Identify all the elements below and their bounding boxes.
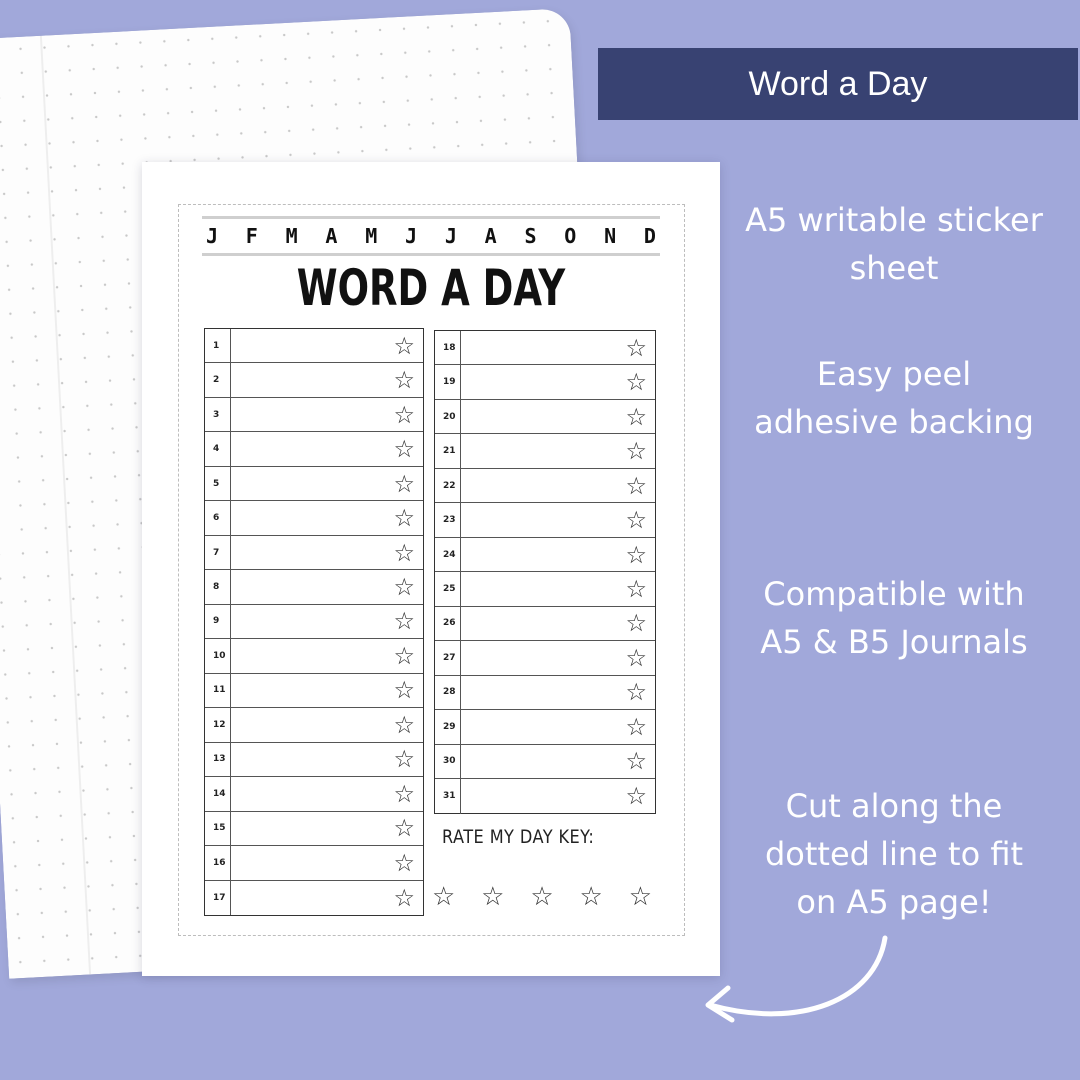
star-outline-icon: ☆	[393, 400, 415, 429]
day-number: 20	[435, 400, 461, 433]
day-number: 10	[205, 639, 231, 672]
day-number: 24	[435, 538, 461, 571]
day-entry-row	[205, 777, 423, 811]
star-outline-icon: ☆	[625, 437, 647, 466]
day-number: 19	[435, 365, 461, 398]
day-number: 23	[435, 503, 461, 536]
day-number: 21	[435, 434, 461, 467]
feature-compatibility: Compatible with A5 & B5 Journals	[760, 575, 1028, 661]
day-entry-row	[205, 812, 423, 846]
day-number: 29	[435, 710, 461, 743]
day-number: 3	[205, 398, 231, 431]
month-letter: S	[524, 224, 537, 248]
day-number: 26	[435, 607, 461, 640]
star-outline-icon: ☆	[393, 538, 415, 567]
day-entry-row	[435, 469, 655, 503]
star-outline-icon: ☆	[393, 883, 415, 912]
star-outline-icon: ☆	[625, 712, 647, 741]
star-outline-icon: ☆	[530, 882, 554, 912]
star-outline-icon: ☆	[625, 609, 647, 638]
month-letters	[202, 222, 660, 250]
month-letter: A	[325, 224, 338, 248]
day-number: 1	[205, 329, 231, 362]
day-entry-row	[435, 607, 655, 641]
star-outline-icon: ☆	[481, 882, 505, 912]
day-number: 12	[205, 708, 231, 741]
day-number: 5	[205, 467, 231, 500]
day-entry-row	[205, 881, 423, 915]
day-number: 15	[205, 812, 231, 845]
star-outline-icon: ☆	[393, 331, 415, 360]
day-entry-row	[435, 710, 655, 744]
star-outline-icon: ☆	[393, 745, 415, 774]
day-entry-row	[435, 745, 655, 779]
star-outline-icon: ☆	[393, 469, 415, 498]
feature-adhesive: Easy peel adhesive backing	[754, 355, 1034, 441]
day-entry-row	[205, 536, 423, 570]
day-number: 14	[205, 777, 231, 810]
star-outline-icon: ☆	[625, 333, 647, 362]
month-rule-bottom	[202, 253, 660, 256]
day-entry-row	[435, 779, 655, 813]
month-letter: M	[365, 224, 378, 248]
star-outline-icon: ☆	[625, 575, 647, 604]
banner-title: Word a Day	[598, 48, 1078, 120]
day-number: 7	[205, 536, 231, 569]
star-outline-icon: ☆	[393, 676, 415, 705]
day-number: 17	[205, 881, 231, 915]
star-outline-icon: ☆	[625, 643, 647, 672]
day-entry-row	[205, 398, 423, 432]
month-rule-top	[202, 216, 660, 219]
day-number: 25	[435, 572, 461, 605]
star-outline-icon: ☆	[393, 710, 415, 739]
day-entry-row	[205, 501, 423, 535]
day-number: 9	[205, 605, 231, 638]
day-entry-row	[205, 467, 423, 501]
month-letter: J	[405, 224, 418, 248]
day-entry-row	[435, 572, 655, 606]
day-entry-row	[205, 674, 423, 708]
month-letter: M	[285, 224, 298, 248]
day-number: 11	[205, 674, 231, 707]
month-letter: F	[245, 224, 258, 248]
day-entry-row	[205, 639, 423, 673]
star-outline-icon: ☆	[393, 607, 415, 636]
day-entry-row	[205, 708, 423, 742]
day-number: 30	[435, 745, 461, 778]
day-entry-row	[205, 605, 423, 639]
star-outline-icon: ☆	[393, 814, 415, 843]
day-entry-row	[435, 641, 655, 675]
day-number: 4	[205, 432, 231, 465]
day-number: 2	[205, 363, 231, 396]
day-number: 13	[205, 743, 231, 776]
star-outline-icon: ☆	[393, 779, 415, 808]
star-outline-icon: ☆	[625, 540, 647, 569]
day-entry-row	[205, 432, 423, 466]
day-entry-row	[435, 503, 655, 537]
star-outline-icon: ☆	[393, 848, 415, 877]
rating-key-label: RATE MY DAY KEY:	[442, 826, 595, 848]
star-outline-icon: ☆	[625, 471, 647, 500]
day-entry-row	[205, 570, 423, 604]
rating-key-stars	[432, 882, 652, 912]
day-number: 27	[435, 641, 461, 674]
day-entry-row	[205, 846, 423, 880]
star-outline-icon: ☆	[625, 402, 647, 431]
day-number: 8	[205, 570, 231, 603]
day-column-left	[204, 328, 424, 916]
month-letter: J	[205, 224, 219, 248]
star-outline-icon: ☆	[393, 504, 415, 533]
star-outline-icon: ☆	[393, 435, 415, 464]
month-letter: A	[484, 224, 497, 248]
month-letter: N	[604, 224, 617, 248]
star-outline-icon: ☆	[625, 678, 647, 707]
day-entry-row	[205, 329, 423, 363]
day-column-right	[434, 330, 656, 814]
day-entry-row	[435, 400, 655, 434]
month-letter: J	[444, 224, 457, 248]
day-number: 6	[205, 501, 231, 534]
sheet-title: WORD A DAY	[296, 259, 566, 317]
day-number: 22	[435, 469, 461, 502]
feature-cut-instructions: Cut along the dotted line to fit on A5 page!	[764, 787, 1024, 921]
month-strip	[202, 216, 660, 256]
day-number: 18	[435, 331, 461, 364]
star-outline-icon: ☆	[625, 368, 647, 397]
day-entry-row	[435, 538, 655, 572]
day-entry-row	[205, 363, 423, 397]
star-outline-icon: ☆	[393, 573, 415, 602]
day-number: 31	[435, 779, 461, 813]
day-entry-row	[435, 676, 655, 710]
day-number: 16	[205, 846, 231, 879]
star-outline-icon: ☆	[625, 747, 647, 776]
star-outline-icon: ☆	[625, 506, 647, 535]
star-outline-icon: ☆	[393, 366, 415, 395]
notebook-fold	[40, 36, 91, 975]
feature-sticker-sheet: A5 writable sticker sheet	[745, 201, 1043, 287]
day-number: 28	[435, 676, 461, 709]
star-outline-icon: ☆	[628, 882, 652, 912]
month-letter: D	[643, 224, 656, 248]
star-outline-icon: ☆	[432, 882, 456, 912]
day-entry-row	[435, 331, 655, 365]
sticker-sheet	[142, 162, 720, 976]
curved-arrow-icon	[690, 930, 900, 1040]
day-entry-row	[435, 365, 655, 399]
star-outline-icon: ☆	[625, 782, 647, 811]
month-letter: O	[564, 224, 577, 248]
day-entry-row	[435, 434, 655, 468]
star-outline-icon: ☆	[579, 882, 603, 912]
day-entry-row	[205, 743, 423, 777]
star-outline-icon: ☆	[393, 641, 415, 670]
